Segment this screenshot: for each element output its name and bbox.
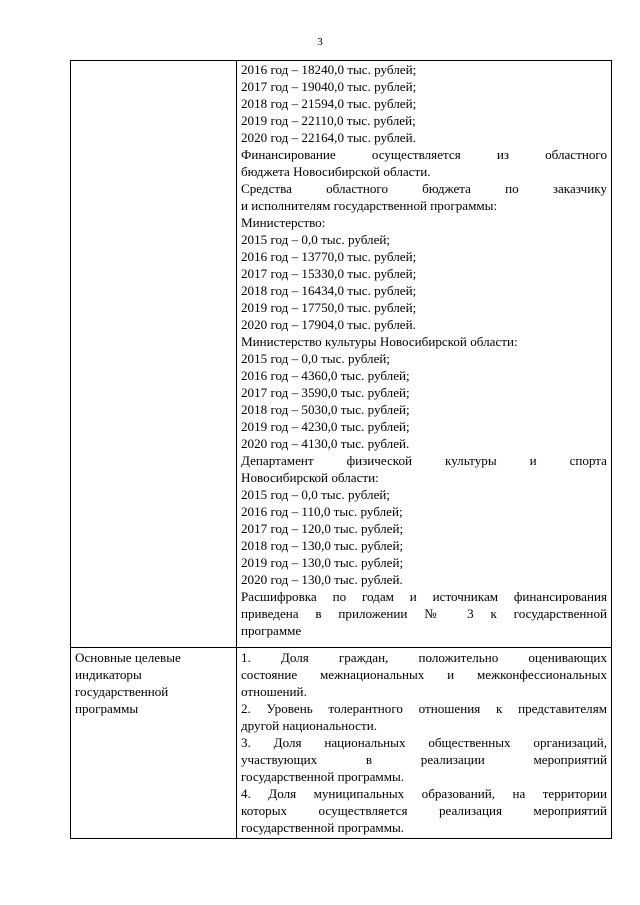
indicator-item-2: 2. Уровень толерантного отношения к представителям: [241, 701, 607, 716]
ministry-line: 2019 год – 17750,0 тыс. рублей;: [241, 300, 417, 315]
ministry-title: Министерство:: [241, 215, 326, 230]
financing-source-line: бюджета Новосибирской области.: [241, 164, 431, 179]
sport-department-title: Департамент физической культуры и спорта: [241, 453, 607, 468]
indicators-label: индикаторы: [75, 667, 142, 682]
sport-department-title: Новосибирской области:: [241, 470, 379, 485]
funding-line: 2018 год – 21594,0 тыс. рублей;: [241, 96, 417, 111]
culture-line: 2018 год – 5030,0 тыс. рублей;: [241, 402, 410, 417]
distribution-line: и исполнителям государственной программы:: [241, 198, 498, 213]
indicator-item-1: 1. Доля граждан, положительно оценивающих: [241, 650, 607, 665]
ministry-line: 2020 год – 17904,0 тыс. рублей.: [241, 317, 416, 332]
indicator-item-3: 3. Доля национальных общественных организаций,: [241, 735, 607, 750]
funding-content-cell: [237, 61, 612, 648]
indicator-item-4: которых осуществляется реализация мероприятий: [241, 803, 607, 818]
indicators-label: Основные целевые: [75, 650, 181, 665]
financing-source-line: Финансирование осуществляется из областного: [241, 147, 607, 162]
funding-line: 2019 год – 22110,0 тыс. рублей;: [241, 113, 416, 128]
ministry-line: 2017 год – 15330,0 тыс. рублей;: [241, 266, 417, 281]
culture-line: 2019 год – 4230,0 тыс. рублей;: [241, 419, 410, 434]
appendix-note: Расшифровка по годам и источникам финансирования: [241, 589, 607, 604]
indicators-content-cell: [237, 648, 612, 839]
indicator-item-4: государственной программы.: [241, 820, 405, 835]
culture-line: 2015 год – 0,0 тыс. рублей;: [241, 351, 391, 366]
appendix-note: приведена в приложении № 3 к государственной: [241, 606, 607, 621]
sport-line: 2020 год – 130,0 тыс. рублей.: [241, 572, 403, 587]
distribution-line: Средства областного бюджета по заказчику: [241, 181, 607, 196]
indicator-item-2: другой национальности.: [241, 718, 377, 733]
indicator-item-3: государственной программы.: [241, 769, 405, 784]
sport-line: 2017 год – 120,0 тыс. рублей;: [241, 521, 404, 536]
funding-label-cell: [71, 61, 237, 648]
culture-line: 2020 год – 4130,0 тыс. рублей.: [241, 436, 410, 451]
ministry-line: 2015 год – 0,0 тыс. рублей;: [241, 232, 391, 247]
culture-line: 2017 год – 3590,0 тыс. рублей;: [241, 385, 410, 400]
ministry-line: 2016 год – 13770,0 тыс. рублей;: [241, 249, 417, 264]
sport-line: 2015 год – 0,0 тыс. рублей;: [241, 487, 391, 502]
funding-line: 2020 год – 22164,0 тыс. рублей.: [241, 130, 416, 145]
sport-line: 2018 год – 130,0 тыс. рублей;: [241, 538, 404, 553]
culture-line: 2016 год – 4360,0 тыс. рублей;: [241, 368, 410, 383]
passport-table: [70, 60, 612, 839]
page-number: 3: [317, 36, 323, 48]
sport-line: 2016 год – 110,0 тыс. рублей;: [241, 504, 403, 519]
indicator-item-1: отношений.: [241, 684, 307, 699]
funding-line: 2017 год – 19040,0 тыс. рублей;: [241, 79, 417, 94]
indicators-row: [71, 648, 612, 839]
funding-row: [71, 61, 612, 648]
funding-line: 2016 год – 18240,0 тыс. рублей;: [241, 62, 417, 77]
ministry-line: 2018 год – 16434,0 тыс. рублей;: [241, 283, 417, 298]
indicator-item-3: участвующих в реализации мероприятий: [241, 752, 607, 767]
appendix-note: программе: [241, 623, 302, 638]
sport-line: 2019 год – 130,0 тыс. рублей;: [241, 555, 404, 570]
indicator-item-1: состояние межнациональных и межконфессиональных: [241, 667, 607, 682]
indicators-label: программы: [75, 701, 139, 716]
indicators-label: государственной: [75, 684, 169, 699]
indicator-item-4: 4. Доля муниципальных образований, на территории: [241, 786, 607, 801]
indicators-label-cell: [71, 648, 237, 839]
culture-ministry-title: Министерство культуры Новосибирской области:: [241, 334, 518, 349]
